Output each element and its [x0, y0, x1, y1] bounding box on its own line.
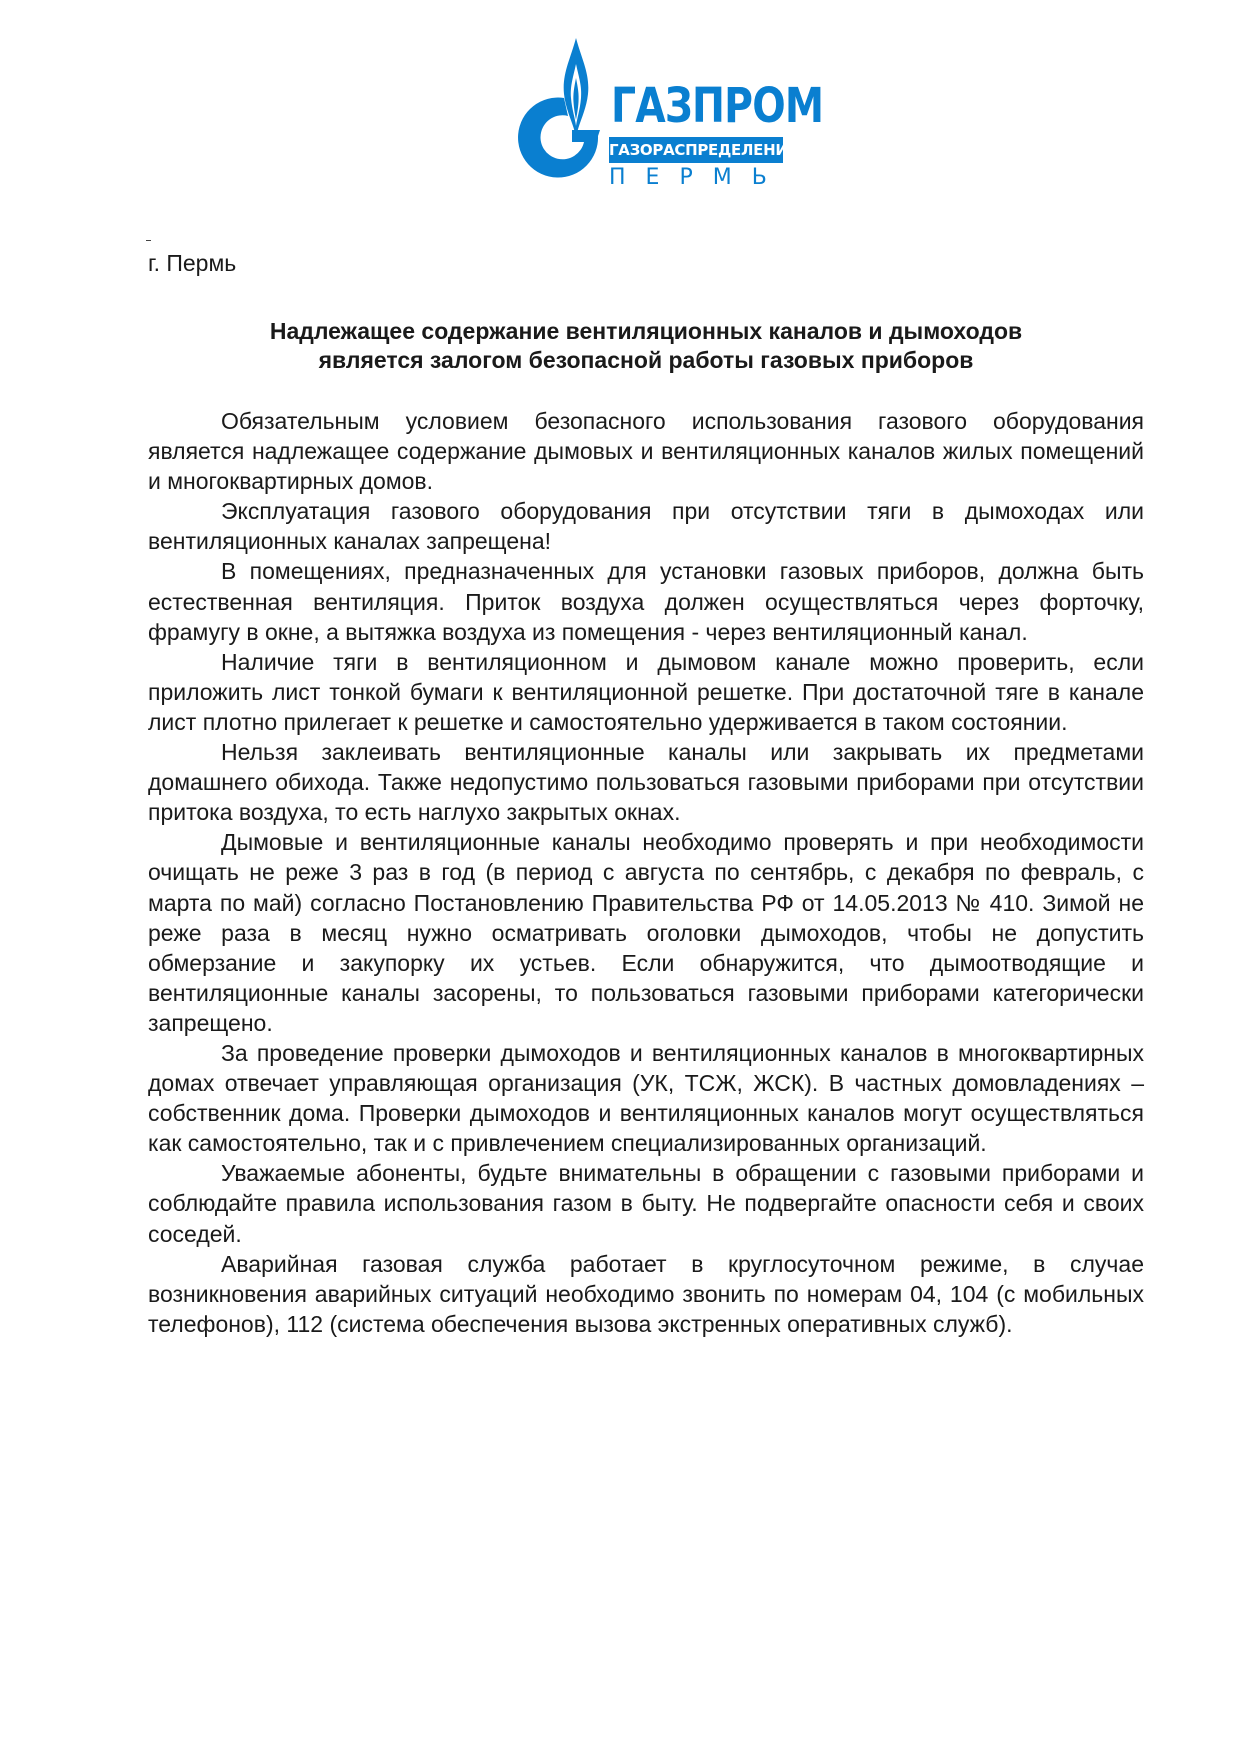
paragraph: Эксплуатация газового оборудования при отсутствии тяги в дымоходах или вентиляционных каналах запрещена! — [148, 498, 1144, 555]
document-city: г. Пермь — [148, 250, 237, 276]
paragraph: Уважаемые абоненты, будьте внимательны в обращении с газовыми приборами и соблюдайте правила использования газом в быту. Не подвергайте опасности себя и своих соседей. — [148, 1160, 1144, 1247]
document-body — [148, 406, 1144, 1339]
margin-tick-mark — [146, 240, 151, 241]
logo-subline: ГАЗОРАСПРЕДЕЛЕНИЕ — [609, 137, 783, 163]
paragraph: Дымовые и вентиляционные каналы необходимо проверять и при необходимости очищать не реже 3 раз в год (в период с августа по сентябрь, с декабря по февраль, с марта по май) согласно Постановлению Правительства РФ от 14.05.2013 № 410. Зимой не реже раза в месяц нужно осматривать оголовки дымоходов, чтобы не допустить обмерзание и закупорку их устьев. Если обнаружится, что дымоотводящие и вентиляционные каналы засорены, то пользоваться газовыми приборами категорически запрещено. — [148, 829, 1144, 1036]
document-title: Надлежащее содержание вентиляционных каналов и дымоходов является залогом безопасной работы газовых приборов — [269, 318, 1023, 373]
paragraph: Аварийная газовая служба работает в круглосуточном режиме, в случае возникновения аварийных ситуаций необходимо звонить по номерам 04, 104 (с мобильных телефонов), 112 (система обеспечения вызова экстренных оперативных служб). — [148, 1250, 1144, 1337]
paragraph: Обязательным условием безопасного использования газового оборудования является надлежащее содержание дымовых и вентиляционных каналов жилых помещений и многоквартирных домов. — [148, 408, 1144, 495]
logo-city-word: ПЕРМЬ — [609, 165, 787, 190]
company-logo — [516, 38, 824, 190]
paragraph: Наличие тяги в вентиляционном и дымовом канале можно проверить, если приложить лист тонкой бумаги к вентиляционной решетке. При достаточной тяге в канале лист плотно прилегает к решетке и самостоятельно удерживается в таком состоянии. — [148, 648, 1144, 735]
paragraph: Нельзя заклеивать вентиляционные каналы или закрывать их предметами домашнего обихода. Также недопустимо пользоваться газовыми приборами при отсутствии притока воздуха, то есть наглухо закрытых окнах. — [148, 739, 1144, 826]
gazprom-flame-icon — [516, 38, 616, 190]
logo-brand-word: ГАЗПРОМ — [611, 78, 824, 134]
paragraph: В помещениях, предназначенных для установки газовых приборов, должна быть естественная вентиляция. Приток воздуха должен осуществляться через форточку, фрамугу в окне, а вытяжка воздуха из помещения - через вентиляционный канал. — [148, 558, 1144, 645]
paragraph: За проведение проверки дымоходов и вентиляционных каналов в многоквартирных домах отвечает управляющая организация (УК, ТСЖ, ЖСК). В частных домовладениях – собственник дома. Проверки дымоходов и вентиляционных каналов могут осуществляться как самостоятельно, так и с привлечением специализированных организаций. — [148, 1039, 1144, 1157]
